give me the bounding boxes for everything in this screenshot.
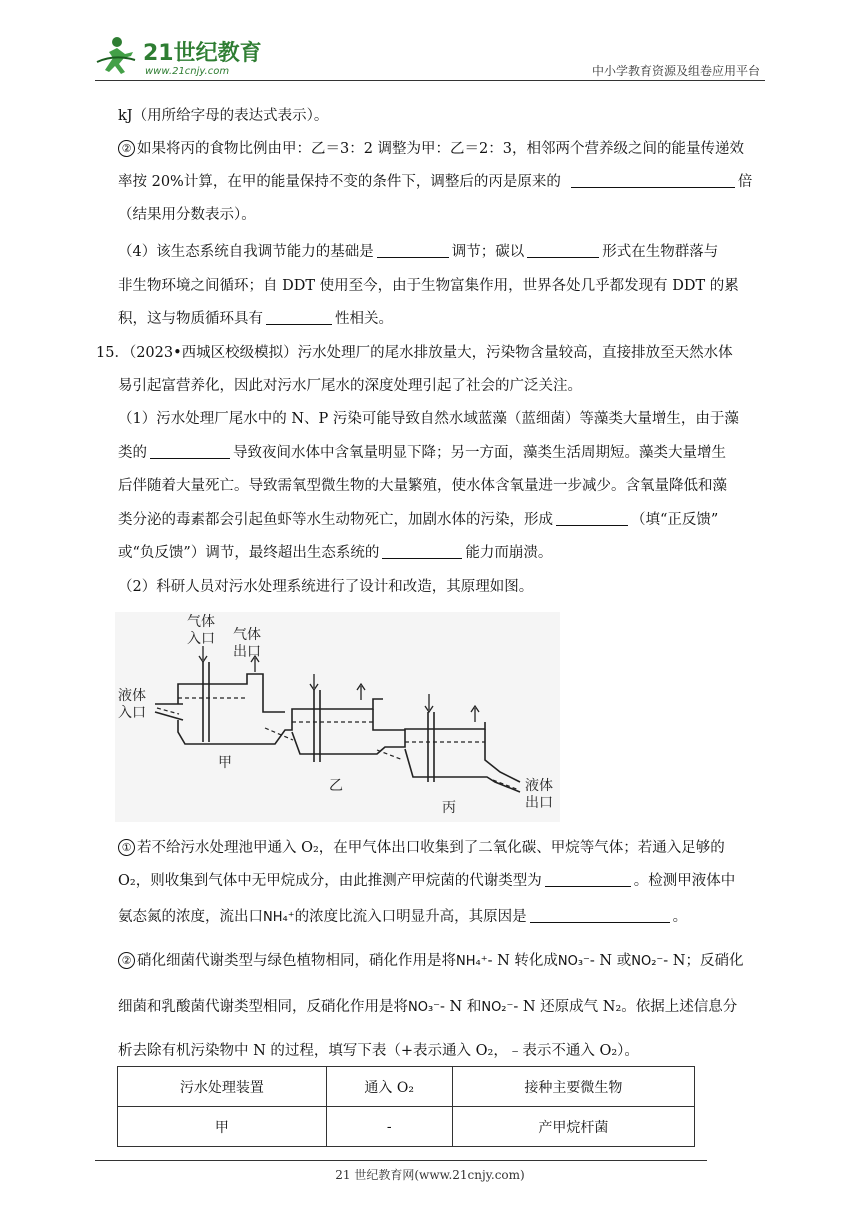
text-line: 或“负反馈”）调节，最终超出生态系统的 能力而崩溃。 (118, 545, 553, 561)
text-line: ② 硝化细菌代谢类型与绿色植物相同，硝化作用是将NH₄⁺- N 转化成NO₃⁻- N 或NO₂⁻- N；反硝化 (118, 951, 768, 972)
text-line: O₂，则收集到气体中无甲烷成分，由此推测产甲烷菌的代谢类型为 。检测甲液体中 (118, 873, 736, 889)
text-line: 积，这与物质循环具有 性相关。 (118, 311, 393, 327)
text-line: 细菌和乳酸菌代谢类型相同，反硝化作用是将NO₃⁻- N 和NO₂⁻- N 还原成气 N₂。依据上述信息分 (118, 999, 738, 1015)
page-header (95, 32, 765, 82)
text-line: 类的 导致夜间水体中含氧量明显下降；另一方面，藻类生活周期短。藻类大量增生 (118, 445, 726, 461)
circled-number: ② (118, 140, 135, 157)
table-header: 通入 O₂ (326, 1067, 452, 1107)
text-line: ② 如果将丙的食物比例由甲：乙＝3：2 调整为甲：乙＝2：3，相邻两个营养级之间的能量传递效 (118, 139, 768, 159)
text-line: kJ（用所给字母的表达式表示）。 (118, 108, 329, 124)
answer-blank[interactable] (377, 243, 449, 258)
liquid-inlet-label: 液体 (118, 688, 146, 704)
logo-text: 21世纪教育 (143, 41, 262, 66)
tank-label: 甲 (218, 755, 232, 771)
text-line: （4）该生态系统自我调节能力的基础是 调节；碳以 形式在生物群落与 (118, 244, 719, 260)
table-row (118, 1107, 695, 1147)
nitrate-formula: NO₃⁻ (408, 1000, 441, 1015)
text-line: 后伴随着大量死亡。导致需氧型微生物的大量繁殖，使水体含氧量进一步减少。含氧量降低和藻 (118, 478, 727, 494)
answer-blank[interactable] (556, 511, 628, 526)
answer-blank[interactable] (266, 310, 332, 325)
gas-inlet-label: 气体 (187, 614, 215, 630)
table-cell: 产甲烷杆菌 (452, 1107, 694, 1147)
logo-url: www.21cnjy.com (145, 66, 230, 77)
answer-table (117, 1066, 695, 1147)
wastewater-system-diagram (115, 612, 560, 822)
gas-inlet-label: 入口 (187, 631, 215, 647)
nitrite-formula: NO₂⁻ (631, 954, 664, 969)
table-header-row (118, 1067, 695, 1107)
text-line: 非生物环境之间循环；自 DDT 使用至今，由于生物富集作用，世界各处几乎都发现有 DDT 的累 (118, 278, 739, 294)
ammonium-formula: NH₄⁺ (263, 910, 295, 925)
text-line: 率按 20%计算，在甲的能量保持不变的条件下，调整后的丙是原来的 倍 (118, 174, 753, 190)
text-line: 易引起富营养化，因此对污水厂尾水的深度处理引起了社会的广泛关注。 (118, 378, 582, 394)
answer-blank[interactable] (150, 444, 230, 459)
runner-icon (97, 37, 135, 74)
nitrite-formula: NO₂⁻ (481, 1000, 514, 1015)
tank-label: 乙 (329, 778, 343, 794)
footer-text: 21 世纪教育网(www.21cnjy.com) (335, 1168, 525, 1182)
liquid-inlet-label: 入口 (118, 705, 146, 721)
text-line: 类分泌的毒素都会引起鱼虾等水生动物死亡，加剧水体的污染，形成 （填“正反馈” (118, 512, 719, 528)
answer-blank[interactable] (382, 544, 462, 559)
text-line: （1）污水处理厂尾水中的 N、P 污染可能导致自然水域蓝藻（蓝细菌）等藻类大量增生，由于藻 (118, 411, 739, 427)
circled-number: ② (118, 952, 135, 969)
table-cell: - (326, 1107, 452, 1147)
liquid-outlet-label: 液体 (525, 778, 553, 794)
footer-divider (95, 1160, 707, 1161)
gas-outlet-label: 出口 (233, 644, 261, 660)
ammonium-formula: NH₄⁺ (456, 954, 488, 969)
answer-blank[interactable] (545, 872, 631, 887)
answer-blank[interactable] (530, 908, 670, 923)
answer-blank[interactable] (571, 173, 735, 188)
tank-label: 丙 (442, 800, 456, 816)
table-header: 接种主要微生物 (452, 1067, 694, 1107)
platform-label: 中小学教育资源及组卷应用平台 (591, 64, 760, 78)
text-line: 氨态氮的浓度，流出口NH₄⁺的浓度比流入口明显升高，其原因是 。 (118, 909, 688, 925)
circled-number: ① (118, 839, 135, 856)
header-divider (95, 80, 765, 81)
table-cell: 甲 (118, 1107, 327, 1147)
gas-outlet-label: 气体 (233, 627, 261, 643)
table-header: 污水处理装置 (118, 1067, 327, 1107)
question-15-title: 15．（2023•西城区校级模拟）污水处理厂的尾水排放量大，污染物含量较高，直接排放至天然水体 (96, 345, 733, 361)
text-line: ① 若不给污水处理池甲通入 O₂，在甲气体出口收集到了二氧化碳、甲烷等气体；若通入足够的 (118, 838, 768, 858)
answer-blank[interactable] (527, 243, 599, 258)
text-line: 析去除有机污染物中 N 的过程，填写下表（+表示通入 O₂，﹣表示不通入 O₂）。 (118, 1043, 639, 1059)
logo (95, 32, 265, 78)
text-line: （2）科研人员对污水处理系统进行了设计和改造，其原理如图。 (118, 579, 534, 595)
liquid-outlet-label: 出口 (525, 795, 553, 811)
text-line: （结果用分数表示）。 (118, 207, 256, 223)
nitrate-formula: NO₃⁻ (557, 954, 590, 969)
